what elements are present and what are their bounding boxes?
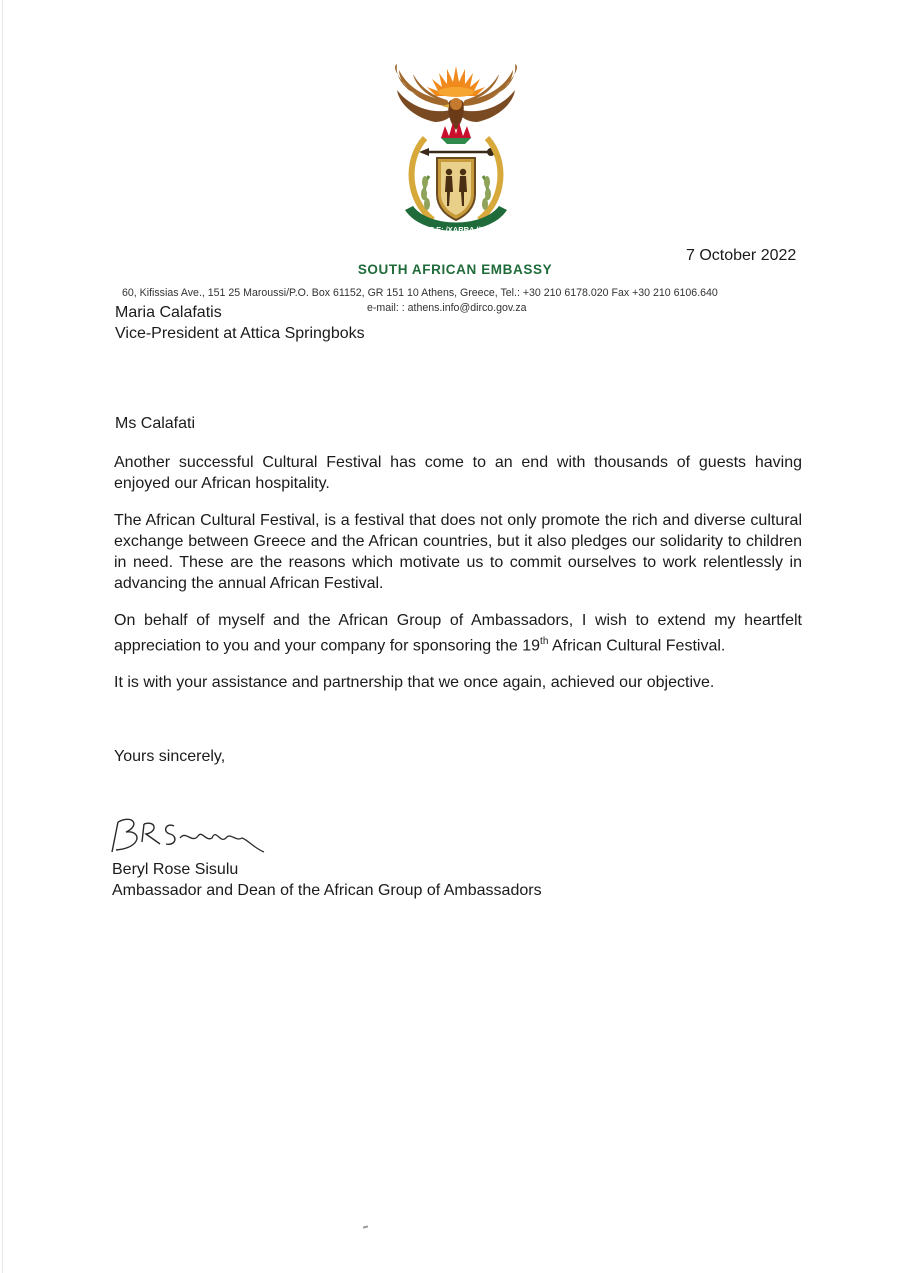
paragraph-3: [114, 610, 802, 657]
letter-body: [114, 452, 802, 708]
embassy-name: SOUTH AFRICAN EMBASSY: [357, 262, 553, 277]
embassy-address: 60, Kifissias Ave., 151 25 Maroussi/P.O. Box 61152, GR 151 10 Athens, Greece, Tel.: +30 210 6178.020 Fax +30 210 6106.640: [122, 287, 718, 299]
letter-date: 7 October 2022: [686, 247, 797, 264]
recipient-block: [115, 302, 365, 344]
signer-title: Ambassador and Dean of the African Group of Ambassadors: [112, 882, 542, 899]
ordinal-suffix: th: [540, 636, 549, 648]
signer-name: Beryl Rose Sisulu: [112, 861, 239, 878]
recipient-title: Vice-President at Attica Springboks: [115, 325, 365, 342]
paragraph-3-end: African Cultural Festival.: [548, 637, 726, 655]
sun-icon: [427, 66, 485, 97]
scan-speck: [363, 1225, 368, 1228]
paragraph-4: It is with your assistance and partnership that we once again, achieved our objective.: [114, 673, 715, 691]
paragraph-2: The African Cultural Festival, is a festival that does not only promote the rich and diverse cultural exchange between Greece and the African countries, but it also pledges our solidarity to children in need. These are the reasons which motivate us to commit ourselves to work relentlessly in advancing the annual African Festival.: [114, 511, 802, 593]
recipient-name: Maria Calafatis: [115, 304, 222, 321]
signer-block: [112, 859, 542, 901]
salutation: Ms Calafati: [115, 415, 196, 432]
crest-motto: !KE E: /XARRA //KE: [421, 225, 491, 234]
paragraph-1: Another successful Cultural Festival has come to an end with thousands of guests having enjoyed our African hospitality.: [114, 454, 802, 493]
handwritten-signature: [108, 808, 273, 863]
page-edge: [2, 0, 3, 1273]
paragraph-3-text: On behalf of myself and the African Group of Ambassadors, I wish to extend my heartfelt appreciation to you and your company for sponsoring the 19: [114, 611, 802, 655]
coat-of-arms-crest: [385, 60, 527, 245]
closing: Yours sincerely,: [114, 748, 226, 765]
embassy-email: e-mail: : athens.info@dirco.gov.za: [367, 302, 527, 314]
